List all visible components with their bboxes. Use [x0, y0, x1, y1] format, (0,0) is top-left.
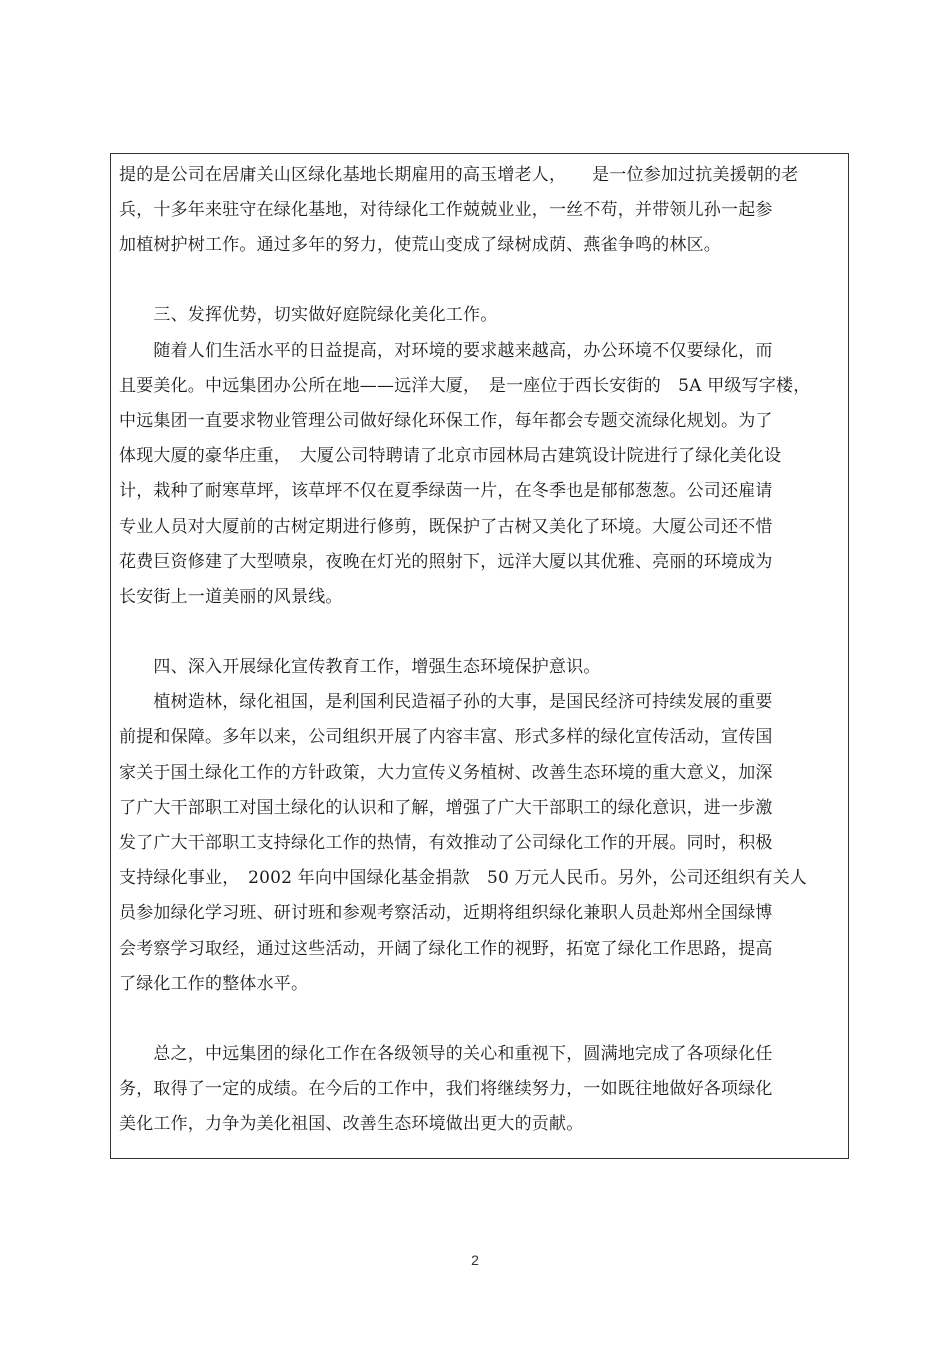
- text-line: 加植树护树工作。通过多年的努力，使荒山变成了绿树成荫、燕雀争鸣的林区。: [119, 235, 721, 255]
- text-line: 务，取得了一定的成绩。在今后的工作中，我们将继续努力，一如既往地做好各项绿化: [119, 1079, 773, 1099]
- text-line: 计，栽种了耐寒草坪，该草坪不仅在夏季绿茵一片，在冬季也是郁郁葱葱。公司还雇请: [119, 481, 773, 501]
- text-line: 植树造林，绿化祖国，是利国利民造福子孙的大事，是国民经济可持续发展的重要: [119, 692, 773, 712]
- text-line: 总之，中远集团的绿化工作在各级领导的关心和重视下，圆满地完成了各项绿化任: [119, 1044, 773, 1064]
- text-line: 发了广大干部职工支持绿化工作的热情，有效推动了公司绿化工作的开展。同时，积极: [119, 833, 773, 853]
- section-heading: 三、发挥优势，切实做好庭院绿化美化工作。: [119, 305, 498, 325]
- page-number: 2: [471, 1252, 479, 1268]
- text-line: 提的是公司在居庸关山区绿化基地长期雇用的高玉增老人， 是一位参加过抗美援朝的老: [119, 165, 799, 185]
- text-line: 中远集团一直要求物业管理公司做好绿化环保工作，每年都会专题交流绿化规划。为了: [119, 411, 773, 431]
- text-line: 且要美化。中远集团办公所在地——远洋大厦， 是一座位于西长安街的 5A 甲级写字楼，: [119, 376, 811, 396]
- text-line: 了广大干部职工对国土绿化的认识和了解，增强了广大干部职工的绿化意识，进一步激: [119, 798, 773, 818]
- text-line: 美化工作，力争为美化祖国、改善生态环境做出更大的贡献。: [119, 1114, 584, 1134]
- content-frame: [110, 153, 849, 1159]
- text-line: 随着人们生活水平的日益提高，对环境的要求越来越高，办公环境不仅要绿化，而: [119, 341, 773, 361]
- text-line: 会考察学习取经，通过这些活动，开阔了绿化工作的视野，拓宽了绿化工作思路，提高: [119, 939, 773, 959]
- text-line: 家关于国土绿化工作的方针政策，大力宣传义务植树、改善生态环境的重大意义，加深: [119, 763, 773, 783]
- text-line: 员参加绿化学习班、研讨班和参观考察活动，近期将组织绿化兼职人员赴郑州全国绿博: [119, 903, 773, 923]
- text-line: 兵，十多年来驻守在绿化基地，对待绿化工作兢兢业业，一丝不苟，并带领儿孙一起参: [119, 200, 773, 220]
- section-heading: 四、深入开展绿化宣传教育工作，增强生态环境保护意识。: [119, 657, 601, 677]
- text-line: 长安街上一道美丽的风景线。: [119, 587, 343, 607]
- text-line: 专业人员对大厦前的古树定期进行修剪，既保护了古树又美化了环境。大厦公司还不惜: [119, 517, 773, 537]
- text-line: 花费巨资修建了大型喷泉，夜晚在灯光的照射下，远洋大厦以其优雅、亮丽的环境成为: [119, 552, 773, 572]
- text-line: 体现大厦的豪华庄重， 大厦公司特聘请了北京市园林局古建筑设计院进行了绿化美化设: [119, 446, 782, 466]
- text-line: 支持绿化事业， 2002 年向中国绿化基金捐款 50 万元人民币。另外，公司还组织有关人: [119, 868, 808, 888]
- text-line: 前提和保障。多年以来，公司组织开展了内容丰富、形式多样的绿化宣传活动，宣传国: [119, 727, 773, 747]
- text-line: 了绿化工作的整体水平。: [119, 974, 309, 994]
